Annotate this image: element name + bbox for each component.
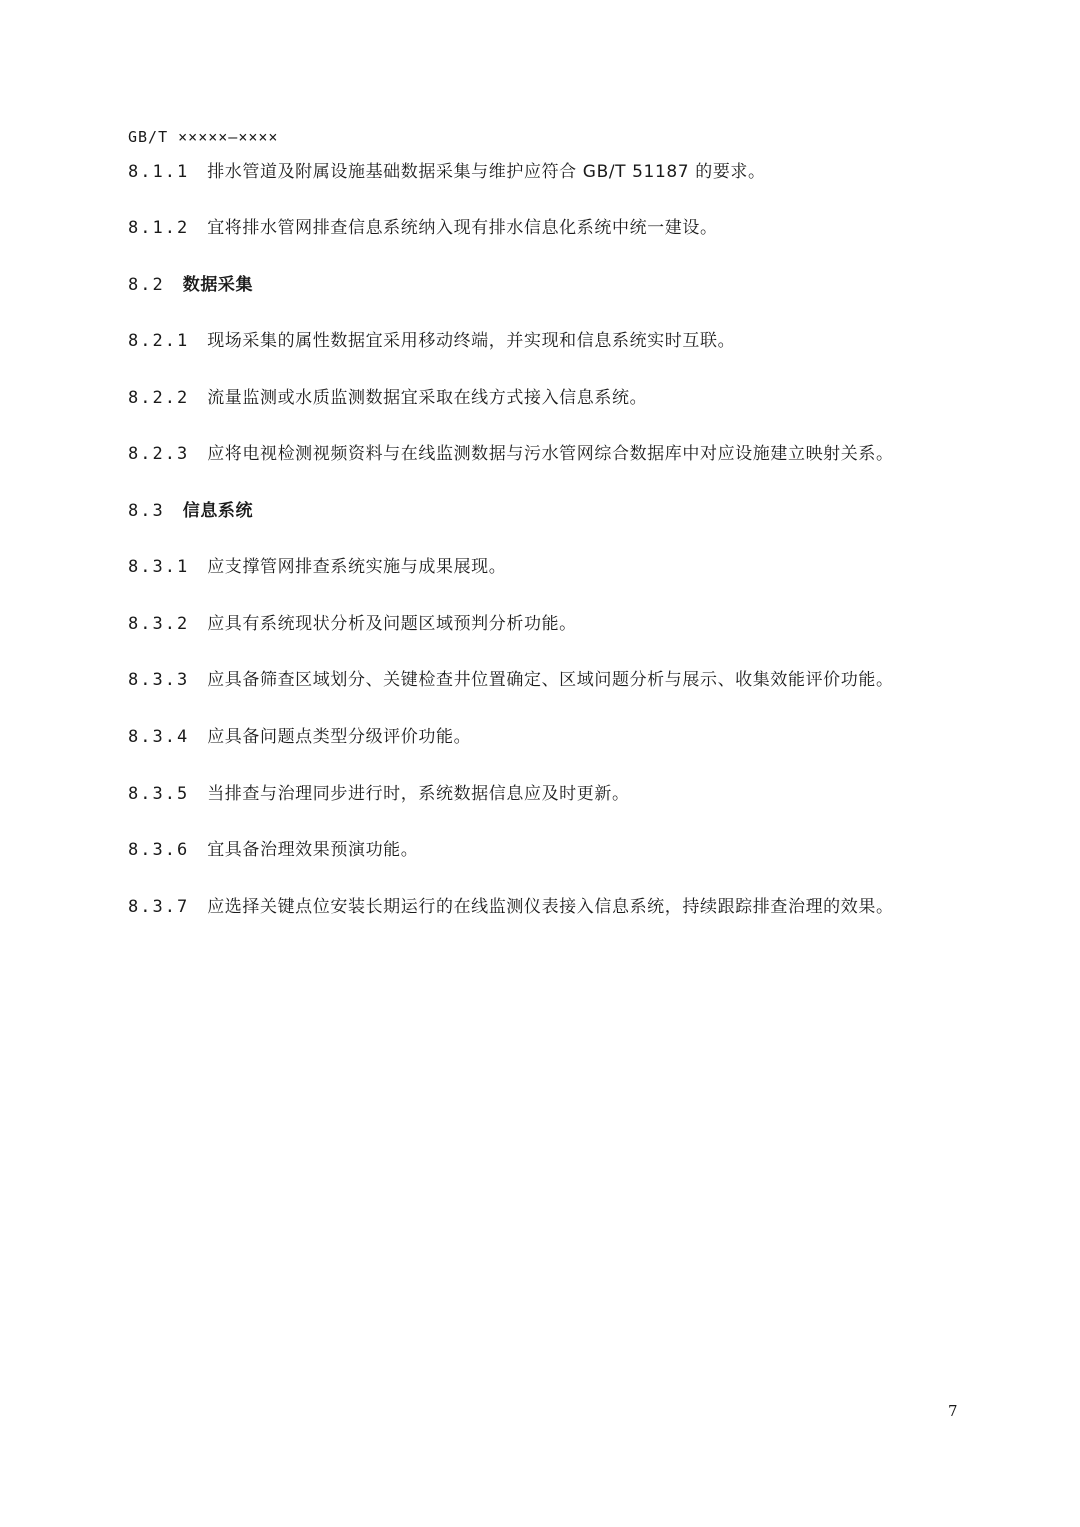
clause-8-3-4: [128, 725, 471, 749]
clause-number: 8.3.3: [128, 670, 190, 690]
clause-text: 应具备问题点类型分级评价功能。: [207, 727, 472, 747]
clause-text: 应选择关键点位安装长期运行的在线监测仪表接入信息系统，持续跟踪排查治理的效果。: [207, 897, 894, 917]
clause-8-3-7: [128, 895, 894, 919]
clause-8-3-1: [128, 555, 506, 579]
clause-text: 应具备筛查区域划分、关键检查井位置确定、区域问题分析与展示、收集效能评价功能。: [207, 670, 894, 690]
clause-text: 现场采集的属性数据宜采用移动终端，并实现和信息系统实时互联。: [207, 331, 736, 351]
section-heading-8-2: [128, 273, 253, 297]
clause-text: 宜将排水管网排查信息系统纳入现有排水信息化系统中统一建设。: [207, 218, 718, 238]
standard-code-header: GB/T ×××××—××××: [128, 128, 279, 146]
clause-text: 流量监测或水质监测数据宜采取在线方式接入信息系统。: [207, 388, 648, 408]
clause-text: 当排查与治理同步进行时，系统数据信息应及时更新。: [207, 784, 630, 804]
clause-8-1-1: [128, 160, 766, 184]
clause-text: 应将电视检测视频资料与在线监测数据与污水管网综合数据库中对应设施建立映射关系。: [207, 444, 894, 464]
clause-number: 8.1.2: [128, 218, 190, 238]
clause-number: 8.2.3: [128, 444, 190, 464]
clause-number: 8.3.4: [128, 727, 190, 747]
clause-text: 排水管道及附属设施基础数据采集与维护应符合 GB/T 51187 的要求。: [207, 162, 766, 182]
clause-8-2-1: [128, 329, 735, 353]
clause-text: 应具有系统现状分析及问题区域预判分析功能。: [207, 614, 577, 634]
section-title: 信息系统: [182, 501, 254, 521]
section-title: 数据采集: [182, 275, 254, 295]
section-heading-8-3: [128, 499, 253, 523]
clause-number: 8.3.2: [128, 614, 190, 634]
clause-number: 8.3.1: [128, 557, 190, 577]
page-number: 7: [948, 1402, 958, 1420]
clause-8-2-2: [128, 386, 647, 410]
clause-number: 8.2.2: [128, 388, 190, 408]
clause-8-3-2: [128, 612, 577, 636]
clause-text: 应支撑管网排查系统实施与成果展现。: [207, 557, 507, 577]
clause-8-3-5: [128, 782, 630, 806]
clause-text: 宜具备治理效果预演功能。: [207, 840, 419, 860]
section-number: 8.2: [128, 275, 165, 295]
section-number: 8.3: [128, 501, 165, 521]
clause-8-3-3: [128, 668, 894, 692]
clause-8-3-6: [128, 838, 418, 862]
clause-number: 8.3.5: [128, 784, 190, 804]
clause-number: 8.3.6: [128, 840, 190, 860]
clause-number: 8.3.7: [128, 897, 190, 917]
clause-8-2-3: [128, 442, 894, 466]
clause-8-1-2: [128, 216, 718, 240]
clause-number: 8.2.1: [128, 331, 190, 351]
clause-number: 8.1.1: [128, 162, 190, 182]
